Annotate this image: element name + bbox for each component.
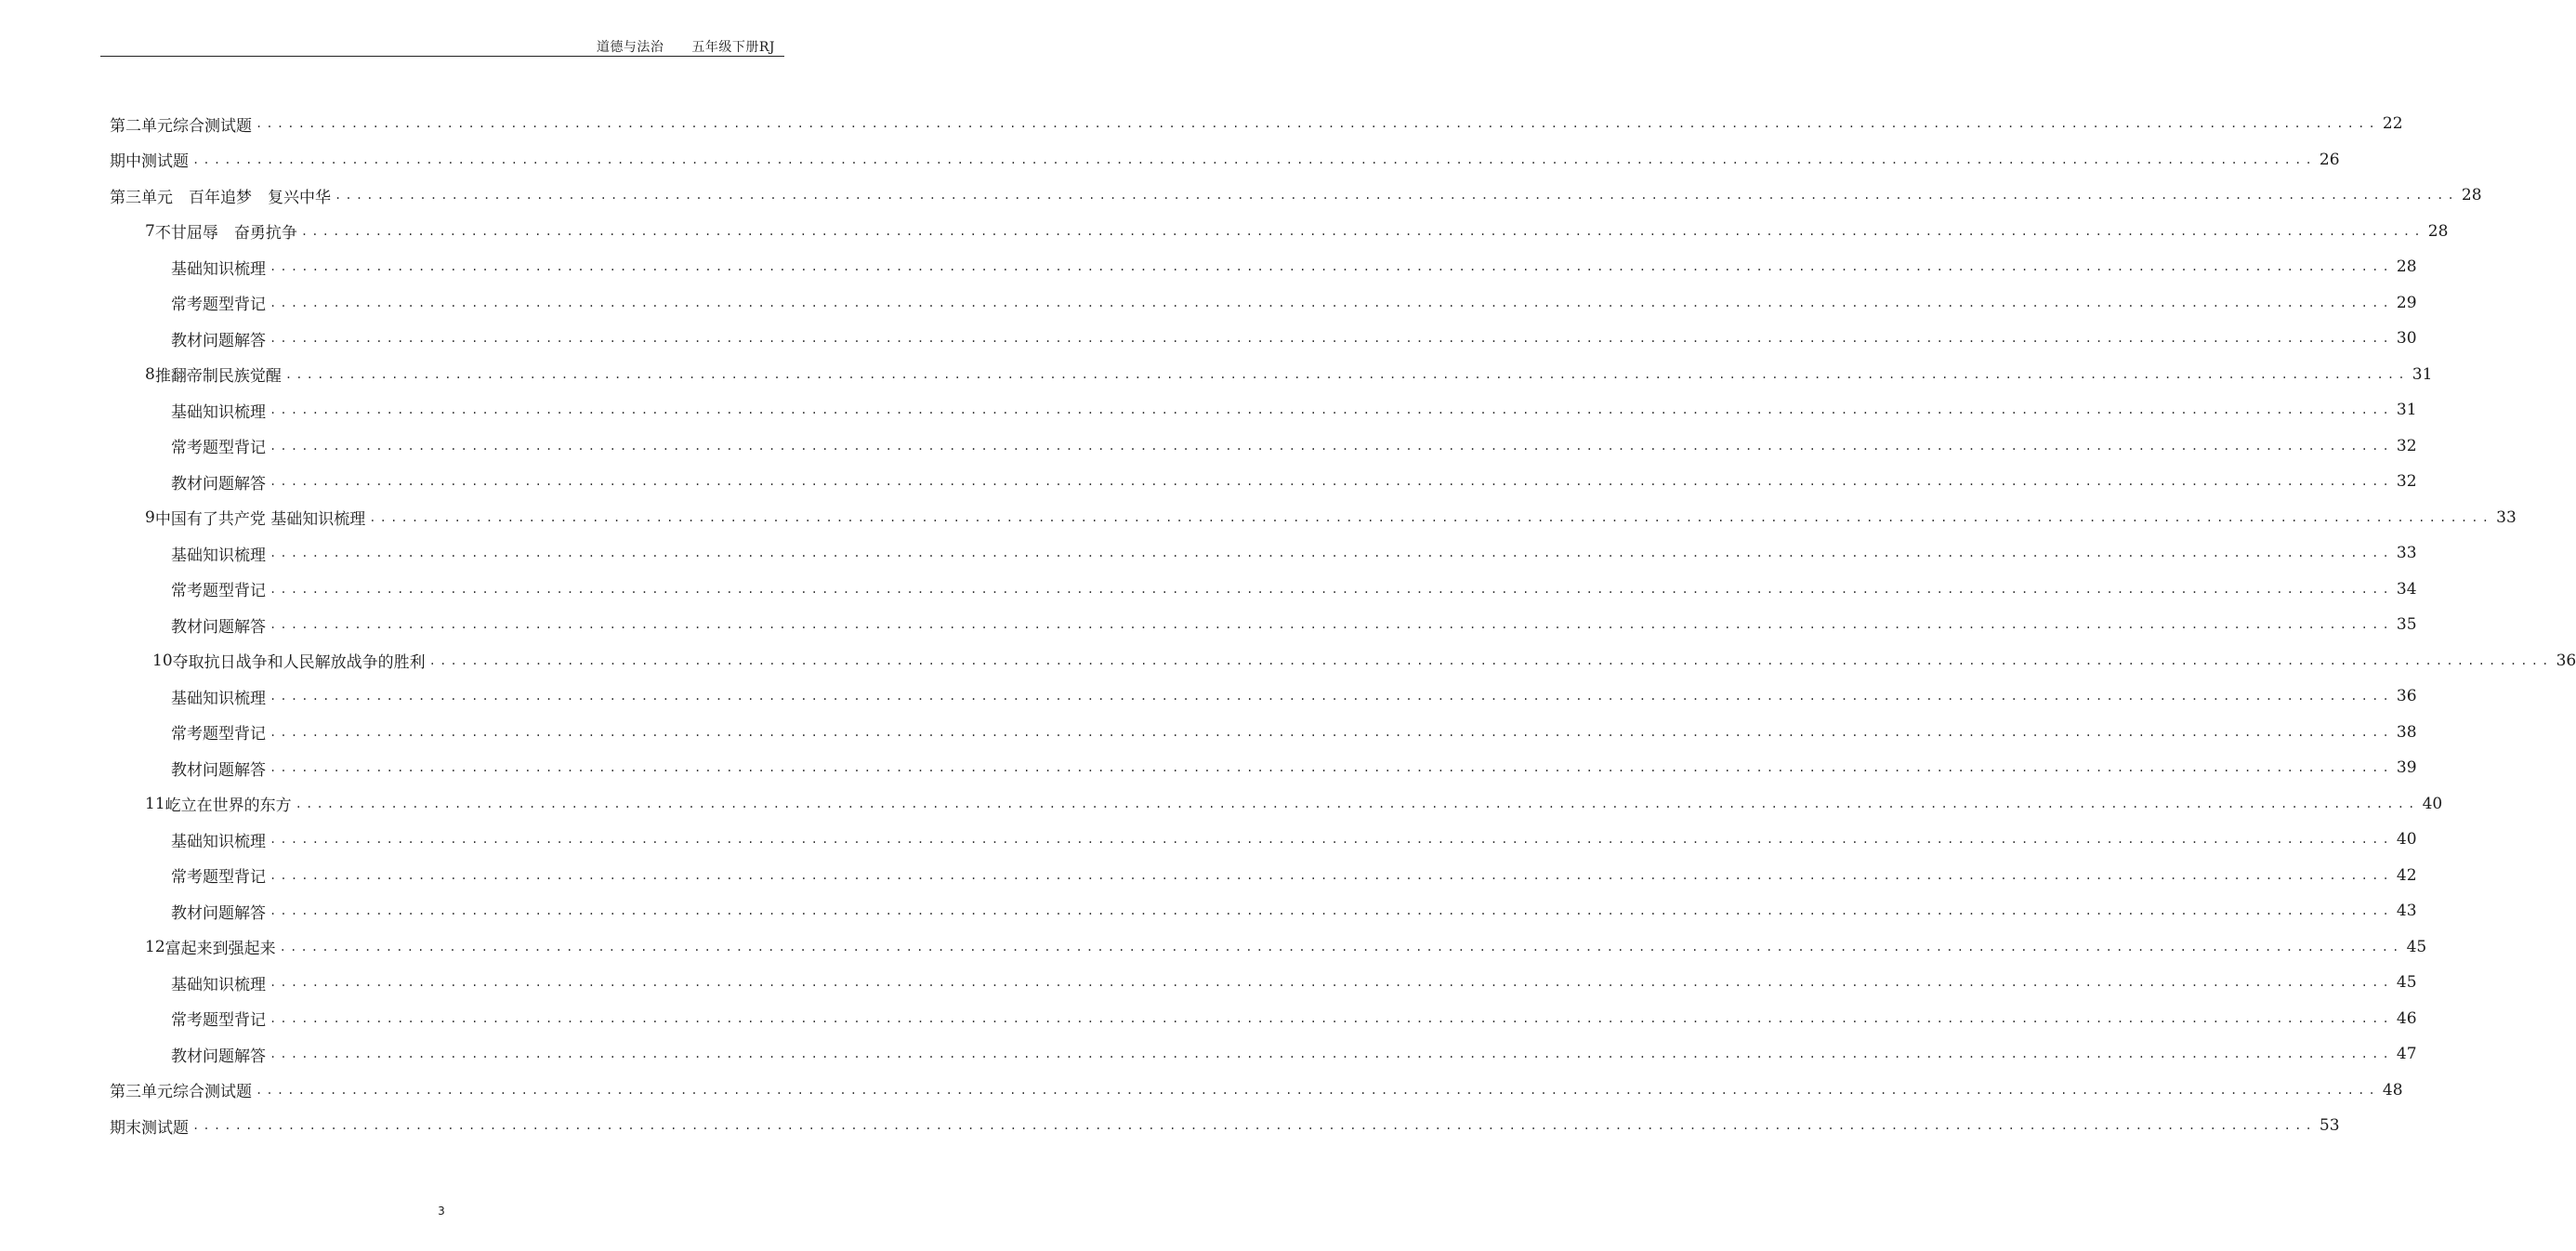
- toc-entry[interactable]: [171, 572, 2417, 607]
- toc-entry-page: 28: [2461, 186, 2482, 204]
- toc-entry-page: 42: [2396, 865, 2417, 885]
- toc-leader-dots: ........................................................................................................................................................................................................: [295, 797, 2419, 810]
- toc-leader-dots: ........................................................................................................................................................................................................: [428, 653, 2553, 667]
- toc-leader-dots: ........................................................................................................................................................................................................: [269, 1047, 2393, 1060]
- toc-entry-title: 教材问题解答: [171, 1047, 266, 1066]
- toc-leader-dots: ........................................................................................................................................................................................................: [269, 690, 2393, 703]
- toc-entry-title: 第三单元 百年追梦 复兴中华: [110, 188, 331, 207]
- toc-leader-dots: ........................................................................................................................................................................................................: [369, 510, 2493, 524]
- toc-entry[interactable]: [171, 1001, 2417, 1036]
- toc-entry-title: 常考题型背记: [171, 725, 266, 744]
- toc-entry-title: 教材问题解答: [171, 617, 266, 637]
- toc-entry[interactable]: [171, 1036, 2417, 1072]
- toc-entry-number: 9: [145, 507, 155, 527]
- toc-entry-page: 28: [2396, 257, 2417, 276]
- toc-entry-page: 48: [2382, 1080, 2403, 1100]
- toc-entry-number: 10: [152, 651, 173, 670]
- toc-entry[interactable]: [145, 786, 2443, 822]
- toc-entry[interactable]: [110, 1073, 2403, 1108]
- toc-entry-title: 基础知识梳理: [171, 975, 266, 994]
- toc-entry-page: 33: [2396, 544, 2417, 562]
- toc-entry-title: 基础知识梳理: [171, 402, 266, 422]
- toc-entry[interactable]: [171, 893, 2417, 928]
- toc-entry-page: 53: [2319, 1116, 2340, 1135]
- toc-entry[interactable]: [145, 500, 2517, 535]
- toc-entry-page: 39: [2396, 758, 2417, 777]
- toc-entry-page: 29: [2396, 293, 2417, 312]
- toc-leader-dots: ........................................................................................................................................................................................................: [300, 224, 2425, 238]
- toc-entry[interactable]: [110, 1108, 2340, 1143]
- toc-entry-title: 推翻帝制民族觉醒: [154, 367, 282, 386]
- toc-leader-dots: ........................................................................................................................................................................................................: [269, 296, 2393, 309]
- toc-entry[interactable]: [171, 249, 2417, 284]
- header-subject: 道德与法治: [596, 40, 664, 55]
- toc-leader-dots: ........................................................................................................................................................................................................: [269, 618, 2393, 631]
- toc-entry-title: 基础知识梳理: [171, 546, 266, 565]
- toc-entry-title: 第二单元综合测试题: [110, 116, 252, 136]
- toc-entry[interactable]: [145, 357, 2433, 392]
- toc-entry-page: 36: [2556, 651, 2576, 670]
- toc-entry[interactable]: [171, 285, 2417, 321]
- toc-entry[interactable]: [171, 392, 2417, 428]
- header-grade: 五年级下册RJ: [691, 40, 775, 55]
- toc-entry[interactable]: [171, 428, 2417, 464]
- toc-leader-dots: ........................................................................................................................................................................................................: [269, 546, 2393, 560]
- toc-entry-title: 中国有了共产党 基础知识梳理: [154, 510, 366, 529]
- toc-entry-title: 屹立在世界的东方: [164, 797, 292, 815]
- toc-entry-page: 43: [2396, 902, 2417, 920]
- toc-entry[interactable]: [110, 178, 2482, 213]
- toc-entry-page: 47: [2396, 1045, 2417, 1063]
- toc-entry-title: 基础知识梳理: [171, 259, 266, 279]
- toc-entry[interactable]: [110, 106, 2403, 141]
- toc-entry[interactable]: [171, 750, 2417, 785]
- toc-entry-number: 8: [145, 364, 155, 384]
- toc-leader-dots: ........................................................................................................................................................................................................: [269, 1011, 2393, 1025]
- toc-entry[interactable]: [171, 822, 2417, 857]
- toc-entry-page: 40: [2396, 830, 2417, 849]
- toc-leader-dots: ........................................................................................................................................................................................................: [335, 189, 2458, 202]
- toc-leader-dots: ........................................................................................................................................................................................................: [256, 117, 2379, 130]
- toc-leader-dots: ........................................................................................................................................................................................................: [269, 403, 2393, 416]
- toc-leader-dots: ........................................................................................................................................................................................................: [269, 976, 2393, 989]
- toc-entry[interactable]: [171, 535, 2417, 571]
- toc-entry-page: 33: [2496, 507, 2517, 527]
- toc-leader-dots: ........................................................................................................................................................................................................: [269, 725, 2393, 739]
- toc-entry[interactable]: [171, 715, 2417, 750]
- toc-entry-page: 46: [2396, 1008, 2417, 1028]
- toc-entry[interactable]: [145, 214, 2449, 249]
- header-text: [597, 37, 775, 56]
- toc-entry-title: 教材问题解答: [171, 760, 266, 780]
- toc-entry[interactable]: [171, 607, 2417, 642]
- toc-entry-page: 31: [2396, 401, 2417, 419]
- toc-entry[interactable]: [110, 142, 2340, 178]
- toc-leader-dots: ........................................................................................................................................................................................................: [256, 1083, 2379, 1097]
- toc-entry-title: 教材问题解答: [171, 903, 266, 923]
- toc-leader-dots: ........................................................................................................................................................................................................: [279, 940, 2403, 954]
- toc-entry-page: 45: [2396, 973, 2417, 992]
- toc-entry[interactable]: [145, 643, 2576, 678]
- toc-leader-dots: ........................................................................................................................................................................................................: [269, 439, 2393, 453]
- toc-leader-dots: ........................................................................................................................................................................................................: [269, 833, 2393, 846]
- toc-entry-page: 31: [2412, 364, 2433, 384]
- toc-entry[interactable]: [145, 929, 2427, 965]
- toc-entry[interactable]: [171, 321, 2417, 356]
- toc-entry-title: 教材问题解答: [171, 474, 266, 494]
- page-number: 3: [438, 1205, 445, 1218]
- toc-entry-number: 11: [145, 794, 165, 813]
- toc-entry-title: 基础知识梳理: [171, 832, 266, 851]
- toc-entry-page: 26: [2319, 150, 2340, 169]
- toc-entry-title: 常考题型背记: [171, 439, 266, 457]
- toc-entry-number: 12: [145, 937, 165, 956]
- toc-entry-page: 32: [2396, 436, 2417, 455]
- toc-leader-dots: ........................................................................................................................................................................................................: [284, 367, 2409, 381]
- toc-entry-page: 34: [2396, 579, 2417, 599]
- toc-entry-title: 常考题型背记: [171, 1011, 266, 1030]
- toc-entry-title: 夺取抗日战争和人民解放战争的胜利: [172, 653, 426, 672]
- toc-entry-page: 22: [2382, 114, 2403, 133]
- toc-entry-title: 常考题型背记: [171, 868, 266, 887]
- toc-leader-dots: ........................................................................................................................................................................................................: [269, 475, 2393, 488]
- toc-leader-dots: ........................................................................................................................................................................................................: [269, 260, 2393, 273]
- toc-entry-title: 富起来到强起来: [164, 940, 276, 958]
- toc-entry-page: 38: [2396, 722, 2417, 742]
- toc-entry-page: 40: [2422, 794, 2443, 813]
- toc-entry-page: 32: [2396, 472, 2417, 491]
- toc-entry-title: 期中测试题: [110, 152, 189, 171]
- toc-entry[interactable]: [171, 464, 2417, 499]
- toc-entry-page: 36: [2396, 687, 2417, 705]
- toc-leader-dots: ........................................................................................................................................................................................................: [192, 152, 2316, 166]
- toc-entry-page: 28: [2427, 221, 2449, 241]
- toc-entry-title: 期末测试题: [110, 1118, 189, 1138]
- toc-leader-dots: ........................................................................................................................................................................................................: [269, 868, 2393, 882]
- toc-entry[interactable]: [171, 858, 2417, 893]
- toc-entry-title: 教材问题解答: [171, 331, 266, 350]
- toc-entry-page: 30: [2396, 329, 2417, 348]
- toc-leader-dots: ........................................................................................................................................................................................................: [269, 332, 2393, 345]
- toc-leader-dots: ........................................................................................................................................................................................................: [269, 904, 2393, 917]
- toc-entry-title: 基础知识梳理: [171, 689, 266, 708]
- toc-entry-page: 45: [2406, 937, 2427, 956]
- toc-entry-title: 第三单元综合测试题: [110, 1083, 252, 1101]
- toc-leader-dots: ........................................................................................................................................................................................................: [192, 1119, 2316, 1132]
- toc-entry[interactable]: [171, 678, 2417, 714]
- toc-entry-number: 7: [145, 221, 155, 241]
- toc-leader-dots: ........................................................................................................................................................................................................: [269, 761, 2393, 774]
- page-header: [100, 37, 784, 57]
- toc-leader-dots: ........................................................................................................................................................................................................: [269, 582, 2393, 596]
- toc-entry-title: 常考题型背记: [171, 296, 266, 314]
- toc-entry-title: 常考题型背记: [171, 582, 266, 600]
- toc-entry-title: 不甘屈辱 奋勇抗争: [154, 224, 297, 243]
- toc-entry[interactable]: [171, 965, 2417, 1000]
- toc-entry-page: 35: [2396, 615, 2417, 634]
